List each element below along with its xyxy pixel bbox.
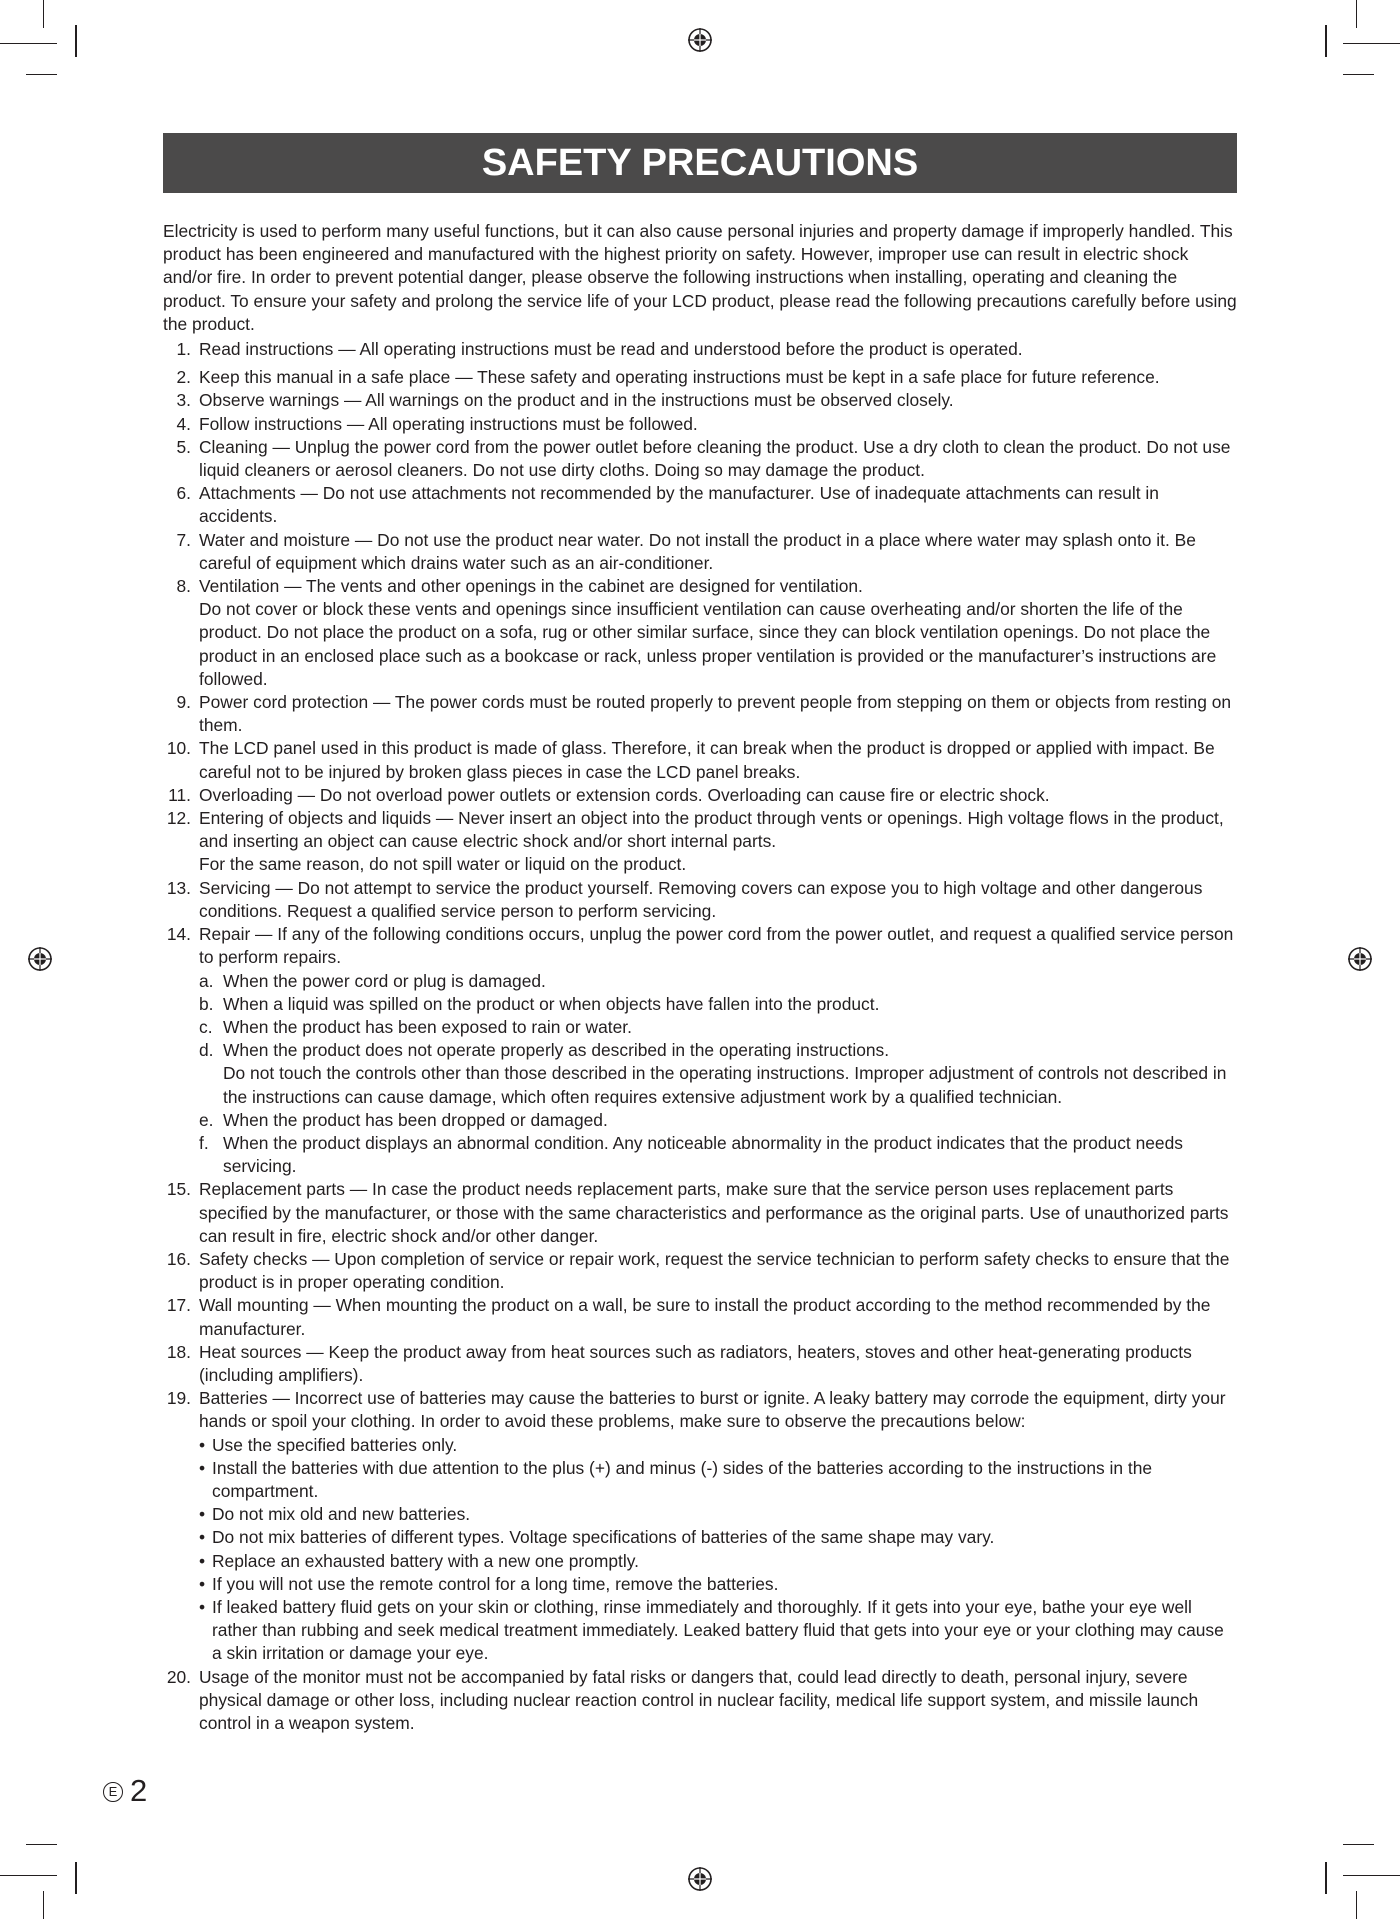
item-number: 19. (166, 1388, 191, 1409)
item-extra-text: For the same reason, do not spill water or liquid on the product. (199, 854, 687, 875)
sub-item-text: When the product has been dropped or damaged. (223, 1109, 608, 1130)
list-item (163, 482, 1238, 528)
item-number: 20. (166, 1666, 191, 1687)
list-item (163, 807, 1238, 877)
sub-item-letter: c. (199, 1016, 213, 1037)
item-text: Entering of objects and liquids — Never insert an object into the product through vents or openings. High voltage flows in the product, and inserting an object can cause electric shock and/or short internal parts. (199, 808, 1224, 852)
sub-item-letter: b. (199, 993, 214, 1014)
item-number: 12. (166, 808, 191, 829)
item-number: 6. (176, 483, 191, 504)
bullet-item (199, 1596, 1238, 1666)
list-item (163, 1666, 1238, 1736)
sub-item-letter: e. (199, 1109, 214, 1130)
crop-mark (75, 1862, 77, 1894)
bullet-item (199, 1573, 1238, 1596)
item-text: Repair — If any of the following conditions occurs, unplug the power cord from the power outlet, and request a qualified service person to perform repairs. (199, 924, 1234, 968)
item-text: Replacement parts — In case the product needs replacement parts, make sure that the service person uses replacement parts specified by the manufacturer, or those with the same characteristics and performance as the original parts. Use of unauthorized parts can result in fire, electric shock and/or other danger. (199, 1179, 1229, 1246)
bullet-text: Use the specified batteries only. (212, 1434, 458, 1455)
crop-mark (43, 1891, 44, 1919)
sub-item-text: When the power cord or plug is damaged. (223, 970, 546, 991)
item-number: 18. (166, 1341, 191, 1362)
item-number: 9. (176, 692, 191, 713)
registration-mark-icon (687, 1866, 713, 1892)
crop-mark (26, 74, 57, 75)
item-number: 14. (166, 924, 191, 945)
item-number: 11. (168, 784, 191, 805)
list-item (163, 1178, 1238, 1248)
item-text: Overloading — Do not overload power outlets or extension cords. Overloading can cause fire or electric shock. (199, 784, 1050, 805)
item-text: Ventilation — The vents and other openings in the cabinet are designed for ventilation. (199, 576, 863, 597)
item-text: Power cord protection — The power cords must be routed properly to prevent people from stepping on them or objects from resting on them. (199, 692, 1232, 736)
bullet-item (199, 1457, 1238, 1503)
intro-paragraph: Electricity is used to perform many useful functions, but it can also cause personal injuries and property damage if improperly handled. This product has been engineered and manufactured with the highest priority on safety. However, improper use can result in electric shock and/or fire. In order to prevent potential danger, please observe the following instructions when installing, operating and cleaning the product. To ensure your safety and prolong the service life of your LCD product, please read the following precautions carefully before using the product. (163, 221, 1237, 334)
item-number: 10. (166, 738, 191, 759)
sub-item (199, 970, 1238, 993)
item-number: 7. (176, 529, 191, 550)
crop-mark (75, 25, 77, 57)
crop-mark (1356, 1891, 1357, 1919)
item-number: 17. (166, 1295, 191, 1316)
crop-mark (1325, 1862, 1327, 1894)
crop-mark (1343, 43, 1400, 44)
sub-item-text: When the product displays an abnormal condition. Any noticeable abnormality in the product indicates that the product needs servicing. (223, 1132, 1183, 1177)
bullet-item (199, 1550, 1238, 1573)
bullet-item (199, 1526, 1238, 1549)
item-text: Read instructions — All operating instructions must be read and understood before the product is operated. (199, 339, 1023, 360)
bullet-glyph: • (199, 1527, 206, 1548)
bullet-text: If you will not use the remote control for a long time, remove the batteries. (212, 1573, 779, 1594)
precautions-list (163, 338, 1238, 1735)
crop-mark (1343, 1844, 1374, 1845)
item-text: Batteries — Incorrect use of batteries may cause the batteries to burst or ignite. A leaky battery may corrode the equipment, dirty your hands or spoil your clothing. In order to avoid these problems, make sure to observe the precautions below: (199, 1388, 1226, 1432)
bullet-glyph: • (199, 1573, 206, 1594)
page-title: SAFETY PRECAUTIONS (163, 133, 1237, 193)
crop-mark (26, 1844, 57, 1845)
item-number: 8. (176, 576, 191, 597)
bullet-item (199, 1434, 1238, 1457)
registration-mark-icon (687, 27, 713, 53)
item-text: Heat sources — Keep the product away from heat sources such as radiators, heaters, stoves and other heat-generating products (including amplifiers). (199, 1341, 1192, 1385)
list-item (163, 529, 1238, 575)
sub-item (199, 1109, 1238, 1132)
language-mark-icon: E (103, 1782, 123, 1802)
item-number: 16. (166, 1248, 191, 1269)
sub-item (199, 1132, 1238, 1178)
list-item (163, 338, 1238, 361)
sub-item-extra-text: Do not touch the controls other than those described in the operating instructions. Improper adjustment of controls not described in the instructions can cause damage, which often requires extensive adjustment work by a qualified technician. (223, 1063, 1227, 1107)
item-text: Safety checks — Upon completion of service or repair work, request the service technician to perform safety checks to ensure that the product is in proper operating condition. (199, 1248, 1230, 1293)
item-number: 5. (176, 436, 191, 457)
sub-item (199, 993, 1238, 1016)
list-item (163, 1248, 1238, 1294)
sub-item-text: When the product does not operate properly as described in the operating instructions. (223, 1040, 890, 1061)
bullet-glyph: • (199, 1504, 206, 1525)
item-text: Cleaning — Unplug the power cord from the power outlet before cleaning the product. Use a dry cloth to clean the product. Do not use liquid cleaners or aerosol cleaners. Do not use dirty cloths. Doing so may damage the product. (199, 436, 1231, 481)
page-number: 2 (130, 1773, 148, 1808)
list-item (163, 413, 1238, 436)
registration-mark-icon (27, 946, 53, 972)
bullet-text: Replace an exhausted battery with a new one promptly. (212, 1550, 639, 1571)
crop-mark (43, 0, 44, 28)
bullet-text: Do not mix batteries of different types. Voltage specifications of batteries of the same shape may vary. (212, 1527, 995, 1548)
sub-item (199, 1039, 1238, 1109)
crop-mark (0, 1875, 57, 1876)
list-item (163, 436, 1238, 482)
list-item (163, 1341, 1238, 1387)
item-number: 2. (176, 367, 191, 388)
bullet-item (199, 1503, 1238, 1526)
crop-mark (1356, 0, 1357, 28)
item-number: 1. (176, 339, 191, 360)
list-item (163, 1294, 1238, 1340)
item-text: Water and moisture — Do not use the product near water. Do not install the product in a place where water may splash onto it. Be careful of equipment which drains water such as an air-conditioner. (199, 529, 1196, 573)
bullet-glyph: • (199, 1457, 206, 1478)
item-text: Servicing — Do not attempt to service the product yourself. Removing covers can expose you to high voltage and other dangerous conditions. Request a qualified service person to perform servicing. (199, 877, 1203, 921)
list-item (163, 1387, 1238, 1665)
crop-mark (1325, 25, 1327, 57)
sub-item-letter: f. (199, 1132, 209, 1153)
bullet-glyph: • (199, 1550, 206, 1571)
sub-item-text: When a liquid was spilled on the product or when objects have fallen into the product. (223, 993, 880, 1014)
list-item (163, 923, 1238, 1178)
bullet-text: Do not mix old and new batteries. (212, 1504, 471, 1525)
crop-mark (1343, 1875, 1400, 1876)
repair-conditions-list (199, 970, 1238, 1179)
battery-precautions-list (199, 1434, 1238, 1666)
sub-item-letter: a. (199, 970, 214, 991)
list-item (163, 784, 1238, 807)
bullet-text: Install the batteries with due attention to the plus (+) and minus (-) sides of the batteries according to the instructions in the compartment. (212, 1457, 1153, 1501)
bullet-text: If leaked battery fluid gets on your skin or clothing, rinse immediately and thoroughly. If it gets into your eye, bathe your eye well rather than rubbing and seek medical treatment immediately. Leaked battery fluid that gets into your eye or your clothing may cause a skin irritation or damage your eye. (212, 1596, 1224, 1664)
bullet-glyph: • (199, 1434, 206, 1455)
item-text: Follow instructions — All operating instructions must be followed. (199, 413, 698, 434)
list-item (163, 389, 1238, 412)
safety-content (163, 220, 1238, 1735)
sub-item (199, 1016, 1238, 1039)
item-number: 15. (166, 1179, 191, 1200)
item-text: The LCD panel used in this product is made of glass. Therefore, it can break when the product is dropped or applied with impact. Be careful not to be injured by broken glass pieces in case the LCD panel breaks. (199, 738, 1215, 782)
item-text: Observe warnings — All warnings on the product and in the instructions must be observed closely. (199, 390, 954, 411)
item-text: Usage of the monitor must not be accompanied by fatal risks or dangers that, could lead directly to death, personal injury, severe physical damage or other loss, including nuclear reaction control in nuclear facility, medical life support system, and missile launch control in a weapon system. (199, 1666, 1199, 1733)
registration-mark-icon (1347, 946, 1373, 972)
item-number: 13. (166, 877, 191, 898)
item-number: 3. (176, 390, 191, 411)
item-extra-text: Do not cover or block these vents and openings since insufficient ventilation can cause overheating and/or shorten the life of the product. Do not place the product on a sofa, rug or other similar surface, since they can block ventilation openings. Do not place the product in an enclosed place such as a bookcase or rack, unless proper ventilation is provided or the manufacturer’s instructions are followed. (199, 599, 1217, 689)
list-item (163, 877, 1238, 923)
item-number: 4. (176, 413, 191, 434)
list-item (163, 691, 1238, 737)
crop-mark (1343, 74, 1374, 75)
list-item (163, 366, 1238, 389)
sub-item-letter: d. (199, 1040, 214, 1061)
item-text: Keep this manual in a safe place — These safety and operating instructions must be kept in a safe place for future reference. (199, 367, 1160, 388)
crop-mark (0, 43, 57, 44)
item-text: Attachments — Do not use attachments not recommended by the manufacturer. Use of inadequate attachments can result in accidents. (199, 483, 1159, 527)
sub-item-text: When the product has been exposed to rain or water. (223, 1016, 632, 1037)
list-item (163, 575, 1238, 691)
item-text: Wall mounting — When mounting the product on a wall, be sure to install the product according to the method recommended by the manufacturer. (199, 1295, 1211, 1339)
list-item (163, 737, 1238, 783)
bullet-glyph: • (199, 1596, 206, 1617)
